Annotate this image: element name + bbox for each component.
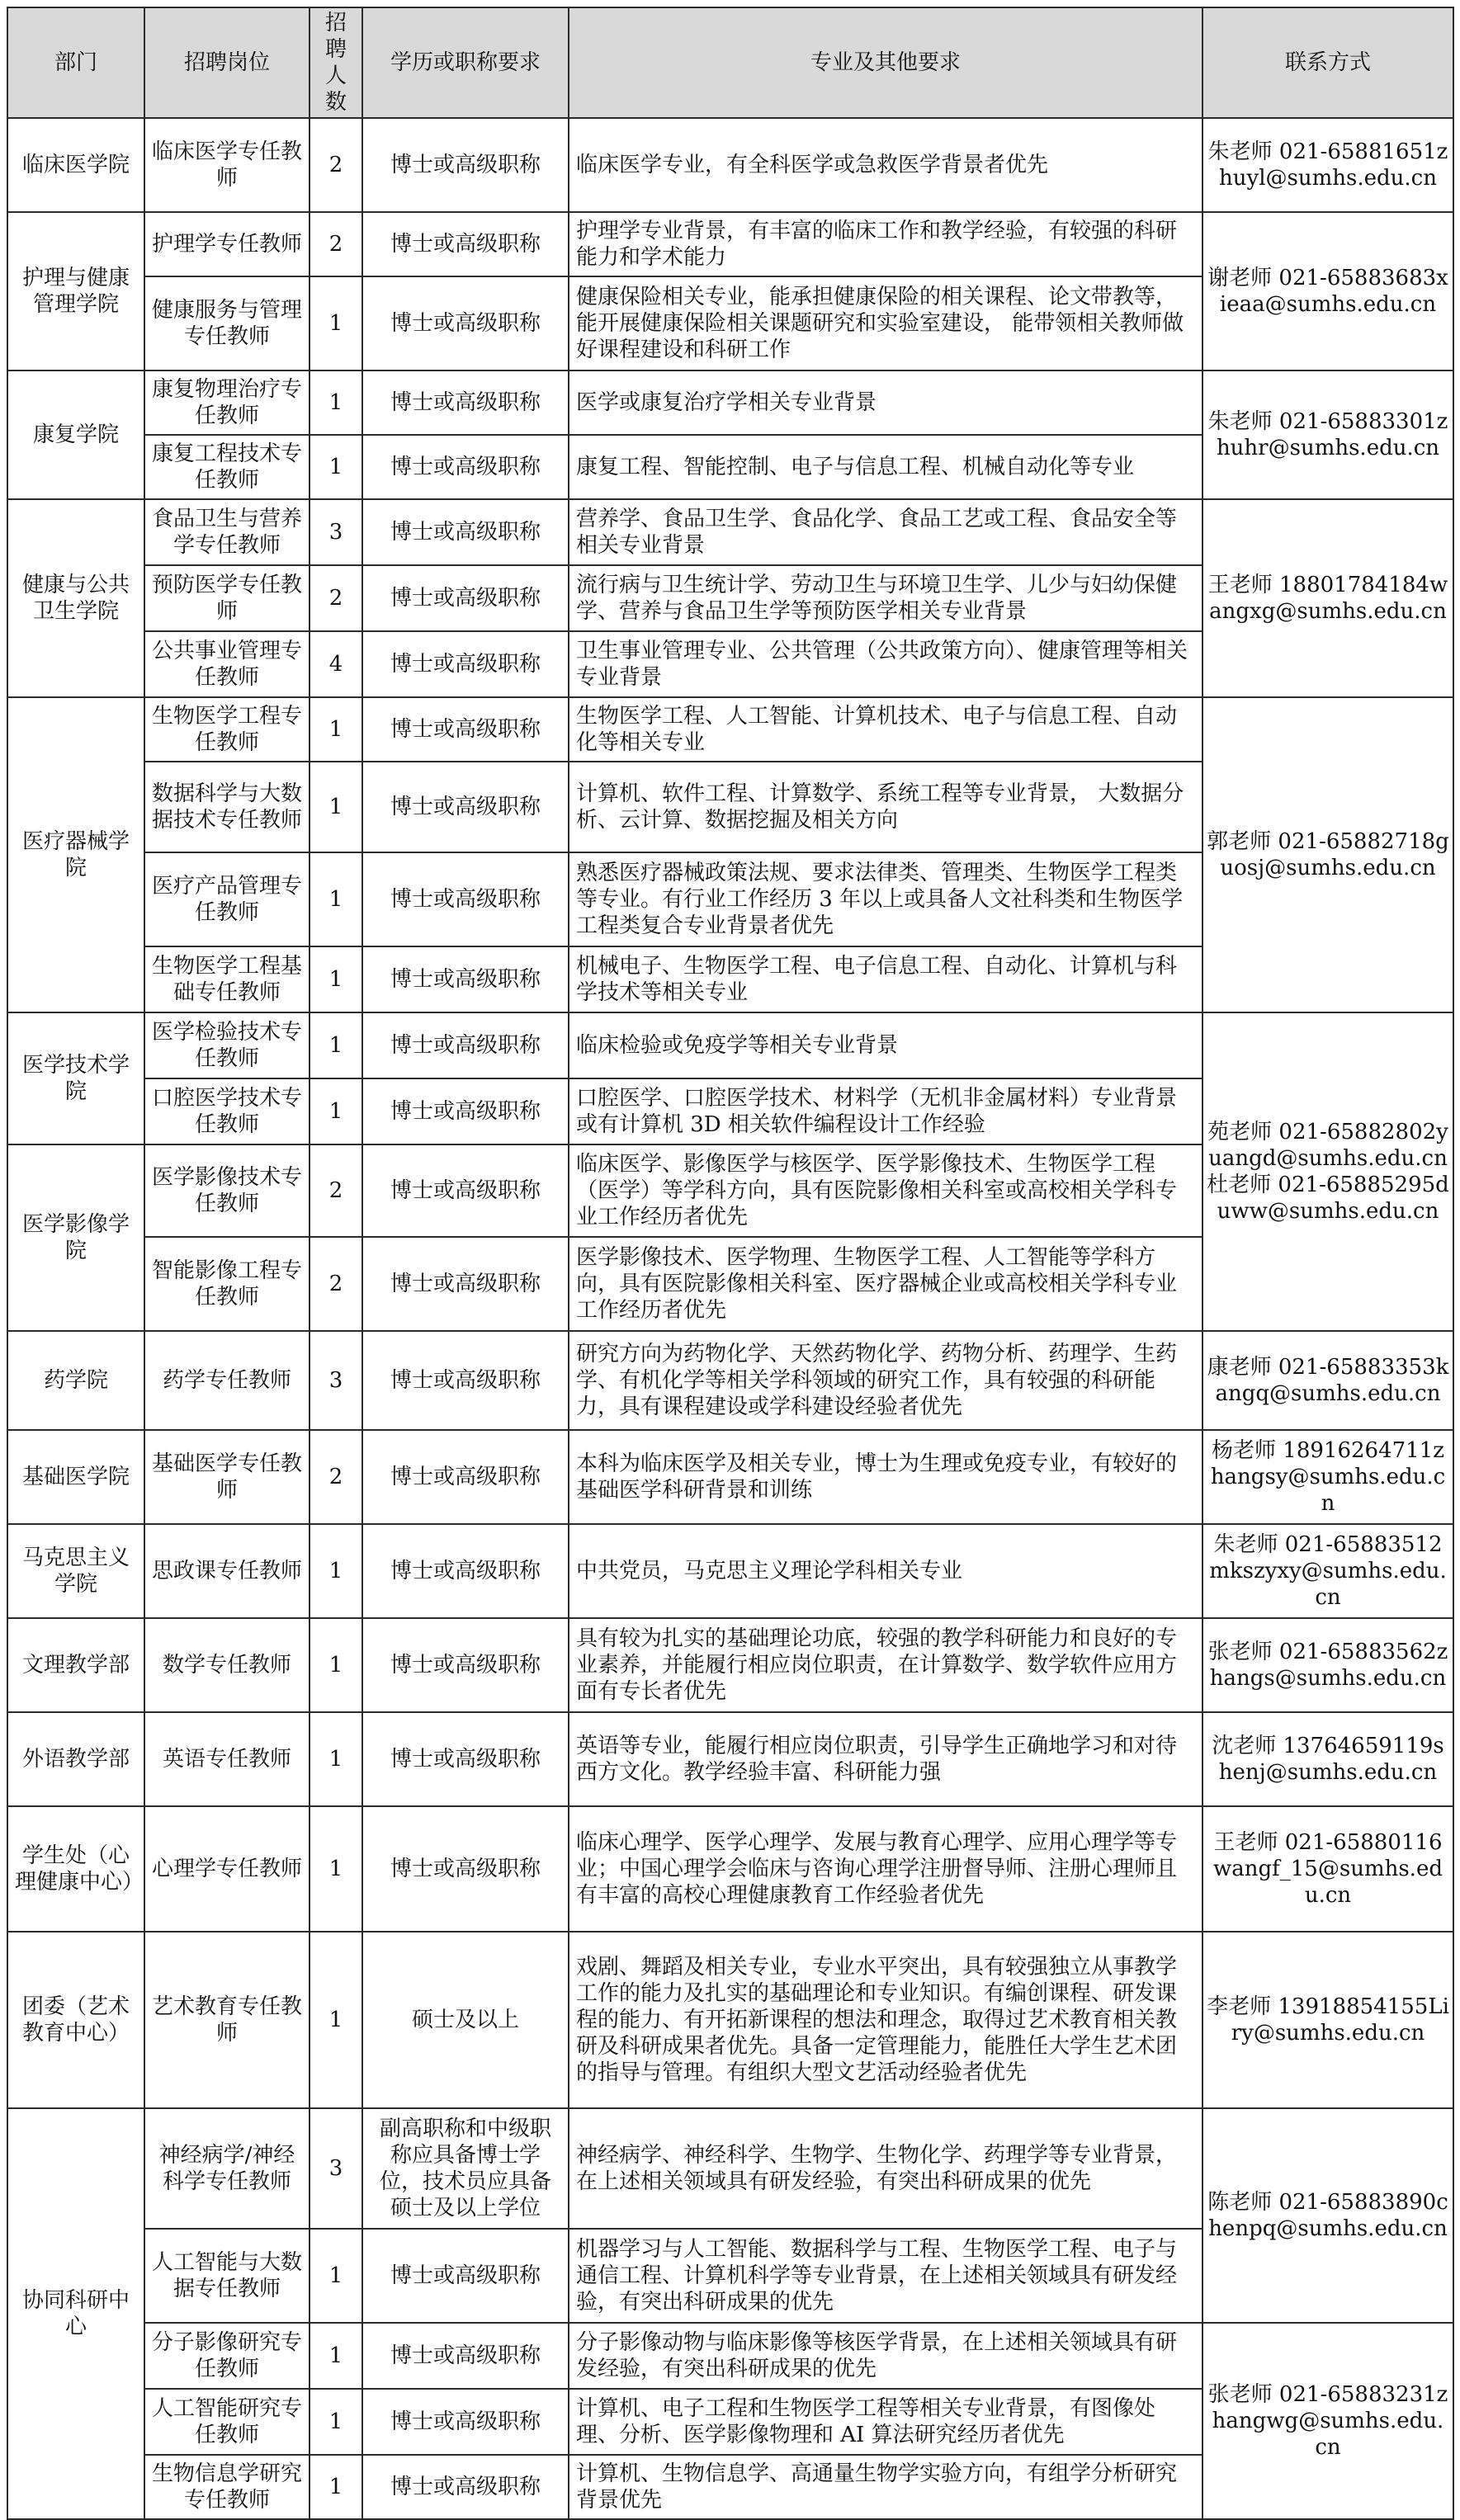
requirements-cell: 计算机、生物信息学、高通量生物学实验方向，有组学分析研究背景优先 [569,2455,1202,2519]
position-cell: 健康服务与管理专任教师 [144,276,309,370]
position-cell: 数据科学与大数据技术专任教师 [144,762,309,852]
department-cell: 药学院 [7,1331,144,1430]
count-cell: 2 [309,118,362,212]
table-row [7,697,1453,762]
degree-cell: 博士或高级职称 [362,2389,569,2455]
degree-cell: 博士或高级职称 [362,212,569,276]
header-contact: 联系方式 [1202,7,1453,118]
position-cell: 康复工程技术专任教师 [144,435,309,499]
requirements-cell: 医学或康复治疗学相关专业背景 [569,370,1202,435]
degree-cell: 博士或高级职称 [362,2455,569,2519]
requirements-cell: 本科为临床医学及相关专业，博士为生理或免疫专业，有较好的基础医学科研背景和训练 [569,1430,1202,1524]
requirements-cell: 英语等专业，能履行相应岗位职责，引导学生正确地学习和对待西方文化。教学经验丰富、科研能力强 [569,1712,1202,1806]
table-row [7,212,1453,276]
requirements-cell: 卫生事业管理专业、公共管理（公共政策方向）、健康管理等相关专业背景 [569,631,1202,697]
table-header-row [7,7,1453,118]
degree-cell: 副高职称和中级职称应具备博士学位，技术员应具备硕士及以上学位 [362,2108,569,2229]
department-cell: 医学影像学院 [7,1144,144,1331]
position-cell: 人工智能与大数据专任教师 [144,2229,309,2323]
count-cell: 1 [309,852,362,946]
count-cell: 1 [309,2455,362,2519]
requirements-cell: 临床医学专业，有全科医学或急救医学背景者优先 [569,118,1202,212]
degree-cell: 博士或高级职称 [362,370,569,435]
degree-cell: 博士或高级职称 [362,276,569,370]
position-cell: 生物医学工程专任教师 [144,697,309,762]
position-cell: 临床医学专任教师 [144,118,309,212]
contact-cell: 朱老师 021-65883301zhuhr@sumhs.edu.cn [1202,370,1453,499]
recruitment-table [7,7,1454,2520]
count-cell: 3 [309,2108,362,2229]
recruitment-table-sheet [7,7,1454,2520]
degree-cell: 博士或高级职称 [362,946,569,1012]
position-cell: 心理学专任教师 [144,1806,309,1932]
contact-cell: 李老师 13918854155Liry@sumhs.edu.cn [1202,1932,1453,2108]
table-row [7,1524,1453,1618]
degree-cell: 博士或高级职称 [362,762,569,852]
position-cell: 医学影像技术专任教师 [144,1144,309,1237]
table-row [7,1331,1453,1430]
header-department: 部门 [7,7,144,118]
position-cell: 神经病学/神经科学专任教师 [144,2108,309,2229]
count-cell: 1 [309,762,362,852]
degree-cell: 博士或高级职称 [362,1331,569,1430]
count-cell: 1 [309,435,362,499]
contact-cell: 谢老师 021-65883683xieaa@sumhs.edu.cn [1202,212,1453,370]
header-position: 招聘岗位 [144,7,309,118]
count-cell: 1 [309,1012,362,1078]
requirements-cell: 计算机、软件工程、计算数学、系统工程等专业背景， 大数据分析、云计算、数据挖掘及相关方向 [569,762,1202,852]
table-row [7,118,1453,212]
count-cell: 3 [309,1331,362,1430]
position-cell: 公共事业管理专任教师 [144,631,309,697]
header-degree: 学历或职称要求 [362,7,569,118]
degree-cell: 博士或高级职称 [362,118,569,212]
degree-cell: 博士或高级职称 [362,1806,569,1932]
count-cell: 2 [309,1237,362,1331]
position-cell: 生物医学工程基础专任教师 [144,946,309,1012]
position-cell: 生物信息学研究专任教师 [144,2455,309,2519]
position-cell: 康复物理治疗专任教师 [144,370,309,435]
requirements-cell: 临床心理学、医学心理学、发展与教育心理学、应用心理学等专业；中国心理学会临床与咨询心理学注册督导师、注册心理师且有丰富的高校心理健康教育工作经验者优先 [569,1806,1202,1932]
count-cell: 1 [309,1078,362,1144]
requirements-cell: 医学影像技术、医学物理、生物医学工程、人工智能等学科方向，具有医院影像相关科室、医疗器械企业或高校相关学科专业工作经历者优先 [569,1237,1202,1331]
department-cell: 马克思主义学院 [7,1524,144,1618]
department-cell: 健康与公共卫生学院 [7,499,144,697]
degree-cell: 博士或高级职称 [362,2323,569,2389]
department-cell: 临床医学院 [7,118,144,212]
count-cell: 1 [309,1524,362,1618]
degree-cell: 博士或高级职称 [362,2229,569,2323]
degree-cell: 博士或高级职称 [362,1430,569,1524]
position-cell: 思政课专任教师 [144,1524,309,1618]
header-count: 招聘人数 [309,7,362,118]
requirements-cell: 神经病学、神经科学、生物学、生物化学、药理学等专业背景，在上述相关领域具有研发经验，有突出科研成果的优先 [569,2108,1202,2229]
contact-cell: 朱老师 021-65881651zhuyl@sumhs.edu.cn [1202,118,1453,212]
department-cell: 外语教学部 [7,1712,144,1806]
requirements-cell: 戏剧、舞蹈及相关专业，专业水平突出，具有较强独立从事教学工作的能力及扎实的基础理论和专业知识。有编创课程、研发课程的能力、有开拓新课程的想法和理念，取得过艺术教育相关教研及科研成果者优先。具备一定管理能力，能胜任大学生艺术团的指导与管理。有组织大型文艺活动经验者优先 [569,1932,1202,2108]
degree-cell: 博士或高级职称 [362,1012,569,1078]
requirements-cell: 口腔医学、口腔医学技术、材料学（无机非金属材料）专业背景或有计算机 3D 相关软件编程设计工作经验 [569,1078,1202,1144]
department-cell: 医学技术学院 [7,1012,144,1144]
position-cell: 分子影像研究专任教师 [144,2323,309,2389]
contact-cell: 杨老师 18916264711zhangsy@sumhs.edu.cn [1202,1430,1453,1524]
count-cell: 1 [309,1712,362,1806]
table-row [7,2108,1453,2229]
requirements-cell: 分子影像动物与临床影像等核医学背景，在上述相关领域具有研发经验，有突出科研成果的优先 [569,2323,1202,2389]
contact-cell: 王老师 021-65880116wangf_15@sumhs.edu.cn [1202,1806,1453,1932]
table-row [7,1806,1453,1932]
count-cell: 4 [309,631,362,697]
degree-cell: 博士或高级职称 [362,852,569,946]
department-cell: 学生处（心理健康中心） [7,1806,144,1932]
count-cell: 1 [309,1806,362,1932]
requirements-cell: 熟悉医疗器械政策法规、要求法律类、管理类、生物医学工程类等专业。有行业工作经历 3 年以上或具备人文社科类和生物医学工程类复合专业背景者优先 [569,852,1202,946]
count-cell: 1 [309,697,362,762]
department-cell: 护理与健康管理学院 [7,212,144,370]
requirements-cell: 营养学、食品卫生学、食品化学、食品工艺或工程、食品安全等相关专业背景 [569,499,1202,565]
requirements-cell: 临床检验或免疫学等相关专业背景 [569,1012,1202,1078]
count-cell: 1 [309,1618,362,1712]
table-row [7,1932,1453,2108]
position-cell: 预防医学专任教师 [144,565,309,631]
position-cell: 食品卫生与营养学专任教师 [144,499,309,565]
contact-cell: 陈老师 021-65883890chenpq@sumhs.edu.cn [1202,2108,1453,2323]
count-cell: 1 [309,276,362,370]
table-row [7,2323,1453,2389]
table-row [7,499,1453,565]
table-row [7,1012,1453,1078]
header-requirements: 专业及其他要求 [569,7,1202,118]
contact-cell: 沈老师 13764659119shenj@sumhs.edu.cn [1202,1712,1453,1806]
count-cell: 2 [309,1430,362,1524]
position-cell: 护理学专任教师 [144,212,309,276]
degree-cell: 博士或高级职称 [362,565,569,631]
contact-cell: 康老师 021-65883353kangq@sumhs.edu.cn [1202,1331,1453,1430]
count-cell: 1 [309,946,362,1012]
requirements-cell: 具有较为扎实的基础理论功底，较强的教学科研能力和良好的专业素养，并能履行相应岗位职责，在计算数学、数学软件应用方面有专长者优先 [569,1618,1202,1712]
degree-cell: 博士或高级职称 [362,1618,569,1712]
contact-cell: 张老师 021-65883231zhangwg@sumhs.edu.cn [1202,2323,1453,2519]
position-cell: 英语专任教师 [144,1712,309,1806]
degree-cell: 博士或高级职称 [362,1237,569,1331]
count-cell: 2 [309,1144,362,1237]
position-cell: 人工智能研究专任教师 [144,2389,309,2455]
contact-cell: 郭老师 021-65882718guosj@sumhs.edu.cn [1202,697,1453,1012]
contact-cell: 王老师 18801784184wangxg@sumhs.edu.cn [1202,499,1453,697]
table-row [7,1712,1453,1806]
table-row [7,370,1453,435]
position-cell: 口腔医学技术专任教师 [144,1078,309,1144]
department-cell: 团委（艺术教育中心） [7,1932,144,2108]
position-cell: 药学专任教师 [144,1331,309,1430]
department-cell: 基础医学院 [7,1430,144,1524]
table-row [7,1430,1453,1524]
requirements-cell: 生物医学工程、人工智能、计算机技术、电子与信息工程、自动化等相关专业 [569,697,1202,762]
count-cell: 2 [309,565,362,631]
degree-cell: 博士或高级职称 [362,1712,569,1806]
degree-cell: 博士或高级职称 [362,697,569,762]
requirements-cell: 机器学习与人工智能、数据科学与工程、生物医学工程、电子与通信工程、计算机科学等专业背景，在上述相关领域具有研发经验，有突出科研成果的优先 [569,2229,1202,2323]
count-cell: 1 [309,370,362,435]
requirements-cell: 机械电子、生物医学工程、电子信息工程、自动化、计算机与科学技术等相关专业 [569,946,1202,1012]
requirements-cell: 研究方向为药物化学、天然药物化学、药物分析、药理学、生药学、有机化学等相关学科领域的研究工作，具有较强的科研能力，具有课程建设或学科建设经验者优先 [569,1331,1202,1430]
degree-cell: 硕士及以上 [362,1932,569,2108]
position-cell: 艺术教育专任教师 [144,1932,309,2108]
department-cell: 医疗器械学院 [7,697,144,1012]
requirements-cell: 临床医学、影像医学与核医学、医学影像技术、生物医学工程（医学）等学科方向，具有医院影像相关科室或高校相关学科专业工作经历者优先 [569,1144,1202,1237]
count-cell: 1 [309,2323,362,2389]
position-cell: 医疗产品管理专任教师 [144,852,309,946]
degree-cell: 博士或高级职称 [362,631,569,697]
count-cell: 1 [309,1932,362,2108]
contact-cell: 苑老师 021-65882802yuangd@sumhs.edu.cn 杜老师 021-65885295duww@sumhs.edu.cn [1202,1012,1453,1331]
position-cell: 智能影像工程专任教师 [144,1237,309,1331]
requirements-cell: 计算机、电子工程和生物医学工程等相关专业背景，有图像处理、分析、医学影像物理和 AI 算法研究经历者优先 [569,2389,1202,2455]
department-cell: 康复学院 [7,370,144,499]
department-cell: 协同科研中心 [7,2108,144,2519]
contact-cell: 张老师 021-65883562zhangs@sumhs.edu.cn [1202,1618,1453,1712]
requirements-cell: 健康保险相关专业，能承担健康保险的相关课程、论文带教等，能开展健康保险相关课题研究和实验室建设， 能带领相关教师做好课程建设和科研工作 [569,276,1202,370]
position-cell: 基础医学专任教师 [144,1430,309,1524]
contact-cell: 朱老师 021-65883512mkszyxy@sumhs.edu.cn [1202,1524,1453,1618]
degree-cell: 博士或高级职称 [362,1524,569,1618]
requirements-cell: 流行病与卫生统计学、劳动卫生与环境卫生学、儿少与妇幼保健学、营养与食品卫生学等预防医学相关专业背景 [569,565,1202,631]
position-cell: 数学专任教师 [144,1618,309,1712]
requirements-cell: 康复工程、智能控制、电子与信息工程、机械自动化等专业 [569,435,1202,499]
count-cell: 1 [309,2389,362,2455]
degree-cell: 博士或高级职称 [362,1144,569,1237]
position-cell: 医学检验技术专任教师 [144,1012,309,1078]
degree-cell: 博士或高级职称 [362,499,569,565]
count-cell: 1 [309,2229,362,2323]
requirements-cell: 中共党员，马克思主义理论学科相关专业 [569,1524,1202,1618]
requirements-cell: 护理学专业背景，有丰富的临床工作和教学经验，有较强的科研能力和学术能力 [569,212,1202,276]
count-cell: 3 [309,499,362,565]
count-cell: 2 [309,212,362,276]
degree-cell: 博士或高级职称 [362,435,569,499]
table-row [7,1618,1453,1712]
department-cell: 文理教学部 [7,1618,144,1712]
degree-cell: 博士或高级职称 [362,1078,569,1144]
